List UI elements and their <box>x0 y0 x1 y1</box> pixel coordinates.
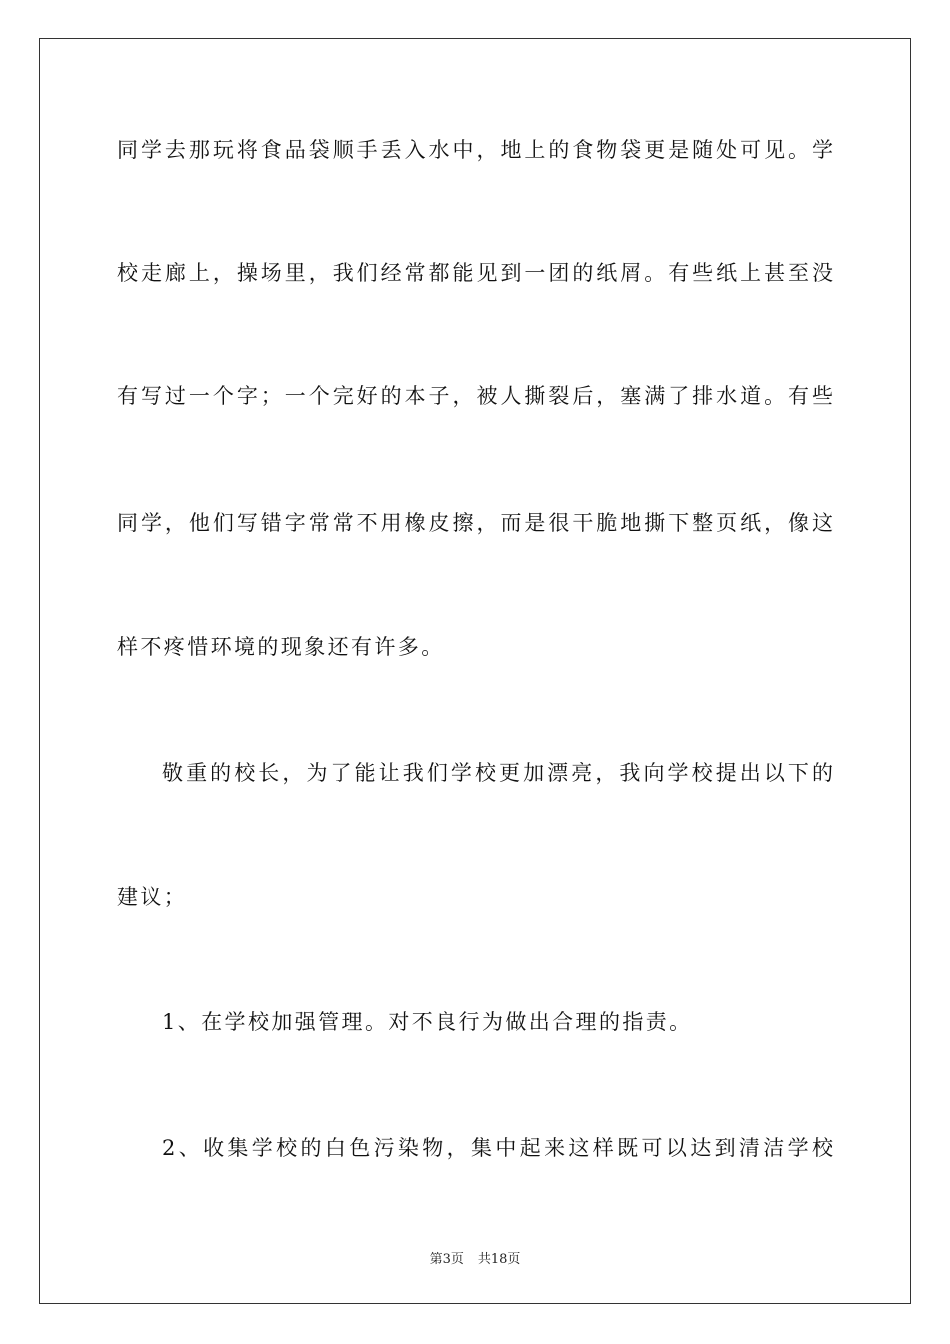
body-line-8: 1、在学校加强管理。对不良行为做出合理的指责。 <box>162 1010 693 1034</box>
page-total: 共18页 <box>477 1252 521 1267</box>
body-line-9: 2、收集学校的白色污染物，集中起来这样既可以达到清洁学校 <box>162 1136 833 1160</box>
body-line-4: 同学，他们写错字常常不用橡皮擦，而是很干脆地撕下整页纸，像这 <box>117 511 833 535</box>
body-line-3: 有写过一个字；一个完好的本子，被人撕裂后，塞满了排水道。有些 <box>117 384 833 408</box>
page-footer <box>0 1248 950 1267</box>
body-line-6: 敬重的校长，为了能让我们学校更加漂亮，我向学校提出以下的 <box>162 761 833 785</box>
page-frame <box>39 38 911 1304</box>
page-number: 第3页 <box>429 1252 464 1267</box>
body-line-5: 样不疼惜环境的现象还有许多。 <box>117 635 445 659</box>
body-line-2: 校走廊上，操场里，我们经常都能见到一团的纸屑。有些纸上甚至没 <box>117 261 833 285</box>
body-line-1: 同学去那玩将食品袋顺手丢入水中，地上的食物袋更是随处可见。学 <box>117 138 833 162</box>
body-line-7: 建议； <box>117 885 188 909</box>
